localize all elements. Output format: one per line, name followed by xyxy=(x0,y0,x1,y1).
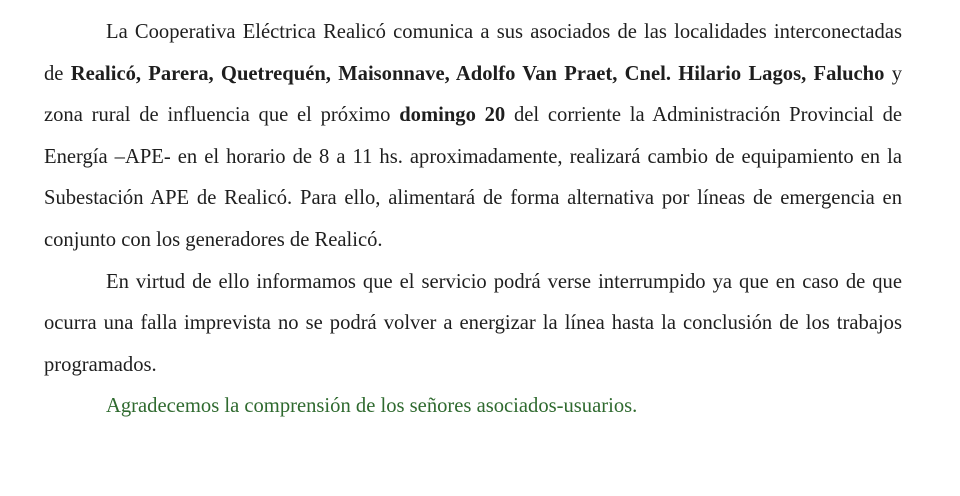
notice-document xyxy=(44,12,902,428)
localities-list: Realicó, Parera, Quetrequén, Maisonnave, Adolfo Van Praet, Cnel. Hilario Lagos, Falucho xyxy=(70,62,885,85)
middle-text: y zona rural de influencia que el próximo xyxy=(44,62,902,127)
outage-date: domingo 20 xyxy=(399,104,506,127)
intro-text: La Cooperativa Eléctrica Realicó comunica a sus asociados de las localidades interconectadas de xyxy=(44,21,902,85)
closing-thanks: Agradecemos la comprensión de los señores asociados-usuarios. xyxy=(106,395,638,418)
details-text: del corriente la Administración Provincial de Energía –APE- en el horario de 8 a 11 hs. aproximadamente, realizará cambio de equipamiento en la Subestación APE de Realicó. Para ello, alimentará de forma alternativa por líneas de emergencia en conjunto con los generadores de Realicó. xyxy=(44,104,903,251)
notice-paragraph-1 xyxy=(44,12,902,262)
notice-paragraph-2: En virtud de ello informamos que el servicio podrá verse interrumpido ya que en caso de que ocurra una falla imprevista no se podrá volver a energizar la línea hasta la conclusión de los trabajos programados. xyxy=(44,270,902,376)
